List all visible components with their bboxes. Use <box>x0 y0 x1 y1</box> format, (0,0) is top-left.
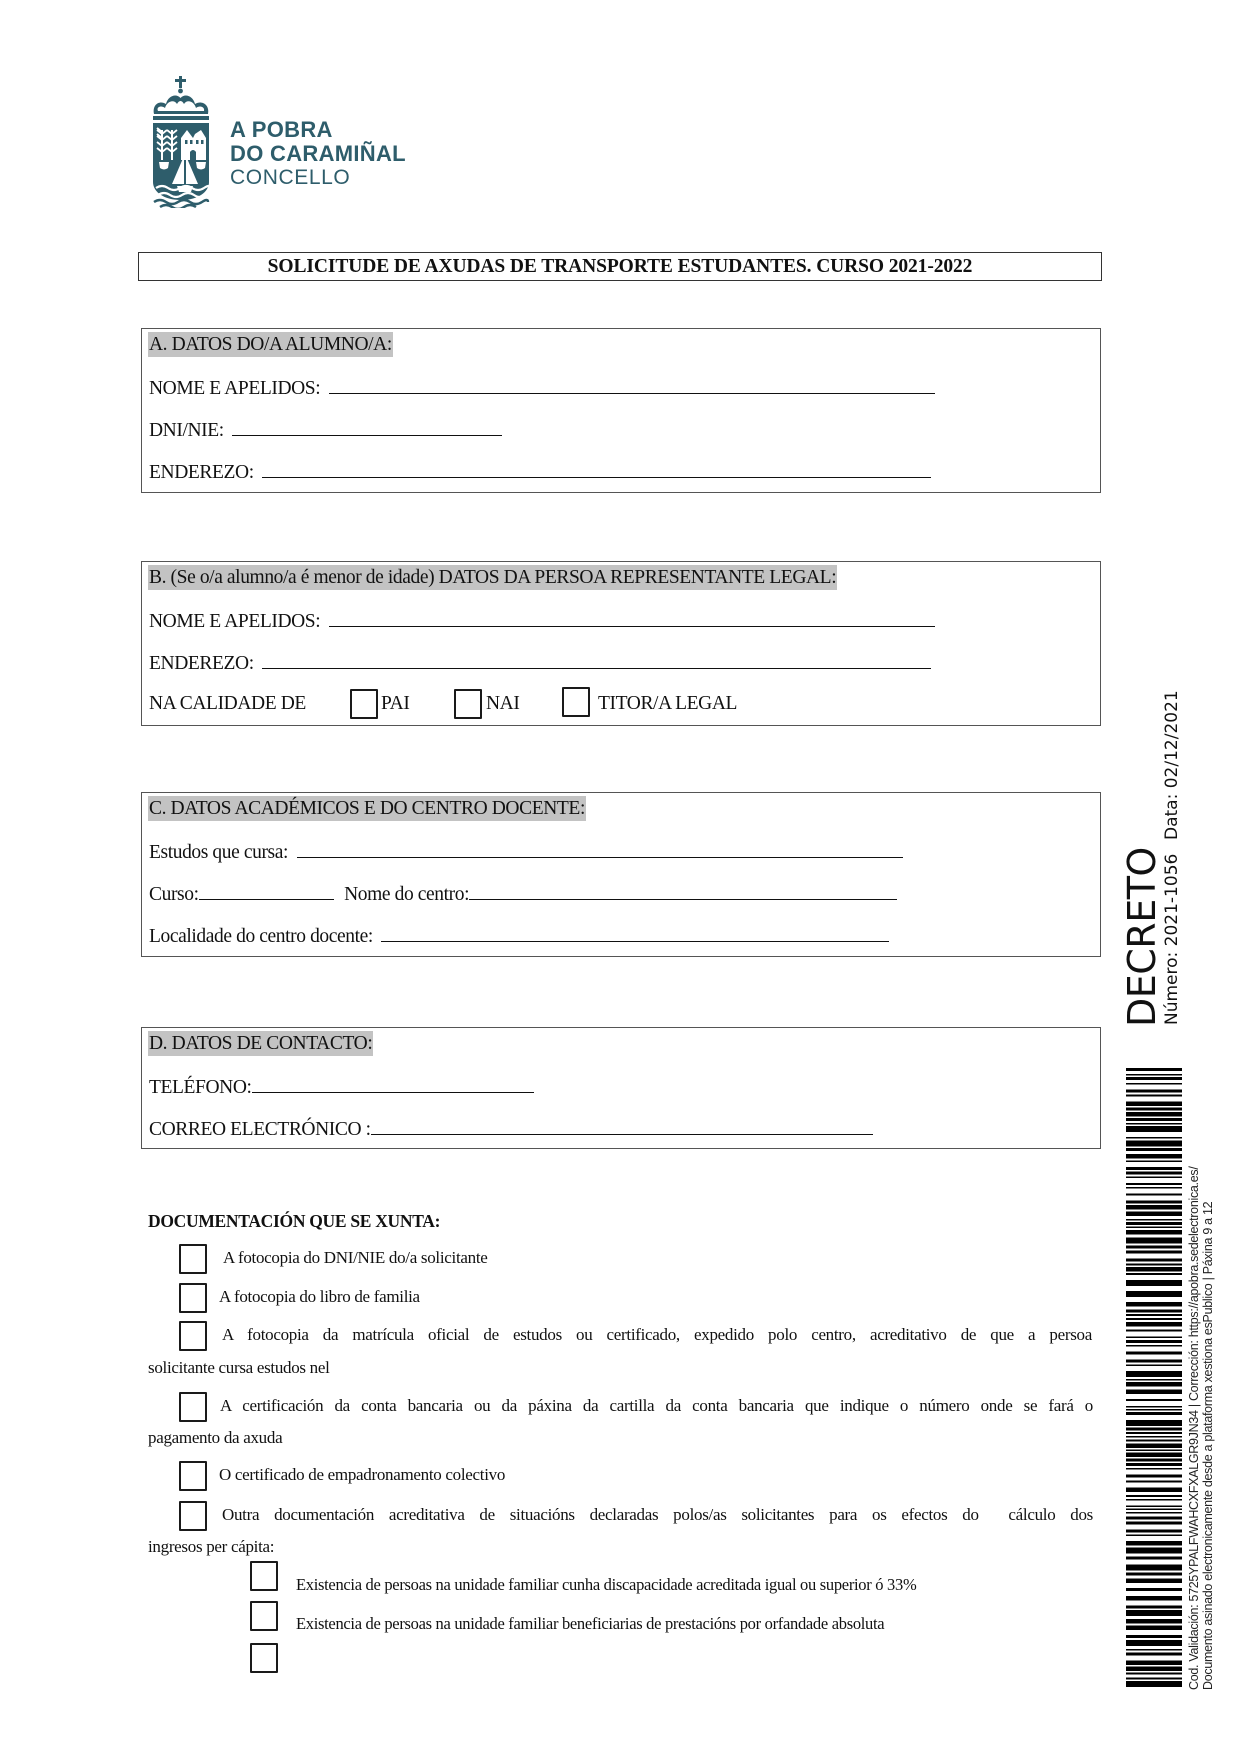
checkbox-titor-legal[interactable] <box>562 687 590 717</box>
doc-item-enrolment-cont: solicitante cursa estudos nel <box>148 1358 330 1377</box>
barcode-bar <box>1126 1626 1182 1631</box>
student-dni-row <box>149 417 502 443</box>
barcode-bar <box>1126 1444 1182 1449</box>
barcode-bar <box>1126 1273 1182 1275</box>
barcode-bar <box>1126 1565 1182 1571</box>
barcode-bar <box>1126 1318 1182 1320</box>
barcode-bar <box>1126 1077 1182 1080</box>
barcode-bar <box>1126 1102 1182 1107</box>
studies-field[interactable] <box>297 839 903 858</box>
validation-barcode <box>1126 1068 1182 1690</box>
barcode-bar <box>1126 1068 1182 1071</box>
barcode-bar <box>1126 1345 1182 1347</box>
course-field[interactable] <box>199 881 334 900</box>
school-locality-label: Localidade do centro docente: <box>149 926 373 947</box>
barcode-bar <box>1126 1596 1182 1601</box>
section-a-student-data <box>141 328 1101 493</box>
section-b-legal-representative <box>141 561 1101 726</box>
barcode-bar <box>1126 1172 1182 1175</box>
section-d-contact-data <box>141 1027 1101 1149</box>
barcode-bar <box>1126 1090 1182 1093</box>
barcode-bar <box>1126 1083 1182 1085</box>
student-address-label: ENDEREZO: <box>149 462 254 483</box>
barcode-bar <box>1126 1535 1182 1537</box>
barcode-bar <box>1126 1259 1182 1262</box>
barcode-bar <box>1126 1183 1182 1185</box>
barcode-bar <box>1126 1428 1182 1431</box>
barcode-bar <box>1126 1118 1182 1121</box>
checkbox-nai[interactable] <box>454 689 482 719</box>
decree-number: Número: 2021-1056 <box>1162 853 1182 1025</box>
option-pai-label: PAI <box>381 693 410 714</box>
barcode-bar <box>1126 1412 1182 1415</box>
barcode-bar <box>1126 1187 1182 1189</box>
doc-item-bank-certificate-cont: pagamento da axuda <box>148 1428 283 1447</box>
barcode-bar <box>1126 1495 1182 1497</box>
barcode-bar <box>1126 1379 1182 1381</box>
barcode-bar <box>1126 1681 1182 1687</box>
barcode-bar <box>1126 1267 1182 1272</box>
barcode-bar <box>1126 1468 1182 1470</box>
barcode-bar <box>1126 1161 1182 1163</box>
checkbox-doc-other[interactable] <box>179 1501 207 1531</box>
barcode-bar <box>1126 1661 1182 1666</box>
checkbox-doc-dni[interactable] <box>179 1244 207 1274</box>
barcode-bar <box>1126 1399 1182 1401</box>
barcode-bar <box>1126 1640 1182 1646</box>
student-address-field[interactable] <box>262 459 931 478</box>
barcode-bar <box>1126 1352 1182 1355</box>
school-name-label: Nome do centro: <box>344 884 470 905</box>
barcode-bar <box>1126 1112 1182 1117</box>
doc-item-other-cont: ingresos per cápita: <box>148 1537 275 1556</box>
barcode-bar <box>1126 1205 1182 1210</box>
barcode-bar <box>1126 1406 1182 1408</box>
studies-row <box>149 839 903 865</box>
representative-address-row <box>149 650 931 676</box>
barcode-bar <box>1126 1246 1182 1249</box>
barcode-bar <box>1126 1074 1182 1076</box>
student-address-row <box>149 459 931 485</box>
validation-code-text: Cod. Validación: 5725YPALFWAHCXFXALGR9JN34 | Corrección: https://apobra.sedelectronica.es/ <box>1187 1166 1201 1690</box>
barcode-bar <box>1126 1137 1182 1139</box>
barcode-bar <box>1126 1238 1182 1244</box>
barcode-bar <box>1126 1606 1182 1609</box>
form-title: SOLICITUDE DE AXUDAS DE TRANSPORTE ESTUDANTES. CURSO 2021-2022 <box>267 256 973 277</box>
student-dni-field[interactable] <box>232 417 502 436</box>
barcode-bar <box>1126 1302 1182 1307</box>
barcode-bar <box>1126 1488 1182 1493</box>
barcode-bar <box>1126 1340 1182 1343</box>
barcode-bar <box>1126 1649 1182 1651</box>
checkbox-doc-census[interactable] <box>179 1461 207 1491</box>
barcode-bar <box>1126 1678 1182 1680</box>
barcode-bar <box>1126 1522 1182 1525</box>
checkbox-doc-enrolment[interactable] <box>179 1321 207 1351</box>
barcode-bar <box>1126 1330 1182 1332</box>
studies-label: Estudos que cursa: <box>149 842 289 863</box>
barcode-bar <box>1126 1167 1182 1170</box>
doc-item-enrolment: A fotocopia da matrícula oficial de estudos ou certificado, expedido polo centro, acreditativo de que a persoa <box>222 1325 1092 1344</box>
barcode-bar <box>1126 1314 1182 1316</box>
barcode-bar <box>1126 1230 1182 1235</box>
barcode-bar <box>1126 1382 1182 1387</box>
barcode-bar <box>1126 1371 1182 1377</box>
barcode-bar <box>1126 1141 1182 1147</box>
barcode-bar <box>1126 1475 1182 1478</box>
representative-capacity-label: NA CALIDADE DE <box>149 693 306 714</box>
representative-name-field[interactable] <box>329 608 935 627</box>
barcode-bar <box>1126 1463 1182 1466</box>
barcode-bar <box>1126 1635 1182 1638</box>
barcode-bar <box>1126 1579 1182 1584</box>
representative-name-row <box>149 608 935 634</box>
barcode-bar <box>1126 1291 1182 1297</box>
checkbox-doc-bank-certificate[interactable] <box>179 1392 207 1422</box>
barcode-bar <box>1126 1310 1182 1313</box>
barcode-bar <box>1126 1126 1182 1132</box>
barcode-bar <box>1126 1212 1182 1217</box>
sub-item-disability: Existencia de persoas na unidade familiar cunha discapacidade acreditada igual ou superior ó 33% <box>296 1575 917 1594</box>
email-label: CORREO ELECTRÓNICO : <box>149 1119 371 1140</box>
barcode-bar <box>1126 1251 1182 1254</box>
barcode-bar <box>1126 1619 1182 1624</box>
barcode-bar <box>1126 1148 1182 1151</box>
sub-item-orphanhood: Existencia de persoas na unidade familiar beneficiarias de prestacións por orfandade absoluta <box>296 1614 885 1633</box>
section-a-heading: A. DATOS DO/A ALUMNO/A: <box>149 334 392 355</box>
barcode-bar <box>1126 1453 1182 1458</box>
school-locality-row <box>149 923 889 949</box>
email-field[interactable] <box>371 1116 873 1135</box>
option-titor-label: TITOR/A LEGAL <box>598 693 738 714</box>
logo-text-line1: A POBRA <box>230 117 333 142</box>
barcode-bar <box>1126 1481 1182 1483</box>
representative-address-label: ENDEREZO: <box>149 653 254 674</box>
barcode-bar <box>1126 1440 1182 1442</box>
doc-item-bank-certificate: A certificación da conta bancaria ou da páxina da cartilla da conta bancaria que indique o número onde se fará o <box>220 1396 1093 1415</box>
documentation-heading: DOCUMENTACIÓN QUE SE XUNTA: <box>148 1211 441 1231</box>
doc-item-other: Outra documentación acreditativa de situacións declaradas polos/as solicitantes para os efectos do cálculo dos <box>222 1505 1093 1524</box>
barcode-bar <box>1126 1222 1182 1225</box>
section-b-heading: B. (Se o/a alumno/a é menor de idade) DATOS DA PERSOA REPRESENTANTE LEGAL: <box>149 567 837 588</box>
barcode-bar <box>1126 1517 1182 1520</box>
barcode-bar <box>1126 1506 1182 1508</box>
doc-item-census: O certificado de empadronamento colectivo <box>219 1465 506 1484</box>
barcode-bar <box>1126 1219 1182 1221</box>
barcode-bar <box>1126 1653 1182 1656</box>
email-row <box>149 1116 873 1142</box>
barcode-bar <box>1126 1390 1182 1395</box>
checkbox-sub-disability[interactable] <box>250 1561 278 1591</box>
barcode-bar <box>1126 1673 1182 1675</box>
barcode-bar <box>1126 1123 1182 1125</box>
phone-row <box>149 1074 534 1100</box>
barcode-bar <box>1126 1499 1182 1501</box>
section-c-academic-data <box>141 792 1101 957</box>
logo-text-line2: DO CARAMIÑAL <box>230 141 406 166</box>
barcode-bar <box>1126 1459 1182 1462</box>
student-name-label: NOME E APELIDOS: <box>149 378 321 399</box>
barcode-bar <box>1126 1450 1182 1452</box>
barcode-bar <box>1126 1432 1182 1434</box>
school-name-field[interactable] <box>469 881 897 900</box>
barcode-bar <box>1126 1365 1182 1367</box>
barcode-bar <box>1126 1337 1182 1339</box>
barcode-bar <box>1126 1541 1182 1546</box>
barcode-bar <box>1126 1610 1182 1616</box>
student-name-row <box>149 375 935 401</box>
barcode-bar <box>1126 1201 1182 1204</box>
barcode-bar <box>1126 1557 1182 1560</box>
student-dni-label: DNI/NIE: <box>149 420 224 441</box>
checkbox-sub-orphanhood[interactable] <box>250 1601 278 1631</box>
barcode-bar <box>1126 1264 1182 1266</box>
barcode-bar <box>1126 1509 1182 1511</box>
barcode-bar <box>1126 1588 1182 1591</box>
course-label: Curso: <box>149 884 199 905</box>
barcode-bar <box>1126 1177 1182 1179</box>
barcode-bar <box>1126 1154 1182 1159</box>
barcode-bar <box>1126 1548 1182 1554</box>
barcode-bar <box>1126 1436 1182 1438</box>
option-nai-label: NAI <box>486 693 520 714</box>
checkbox-sub-other[interactable] <box>250 1643 278 1673</box>
checkbox-pai[interactable] <box>350 689 378 719</box>
barcode-bar <box>1126 1530 1182 1533</box>
barcode-bar <box>1126 1360 1182 1363</box>
barcode-bar <box>1126 1322 1182 1327</box>
representative-address-field[interactable] <box>262 650 931 669</box>
barcode-bar <box>1126 1420 1182 1426</box>
section-c-heading: C. DATOS ACADÉMICOS E DO CENTRO DOCENTE: <box>149 798 585 819</box>
checkbox-doc-family-book[interactable] <box>179 1283 207 1313</box>
barcode-bar <box>1126 1512 1182 1514</box>
barcode-bar <box>1126 1573 1182 1576</box>
barcode-bar <box>1126 1194 1182 1196</box>
doc-item-family-book: A fotocopia do libro de familia <box>219 1287 420 1306</box>
barcode-bar <box>1126 1280 1182 1286</box>
school-locality-field[interactable] <box>381 923 889 942</box>
barcode-bar <box>1126 1095 1182 1097</box>
student-name-field[interactable] <box>329 375 935 394</box>
course-row <box>149 881 897 907</box>
decree-date: Data: 02/12/2021 <box>1162 690 1182 840</box>
barcode-bar <box>1126 1227 1182 1229</box>
barcode-bar <box>1126 1108 1182 1111</box>
logo-text-line3: CONCELLO <box>230 166 351 189</box>
section-d-heading: D. DATOS DE CONTACTO: <box>149 1033 373 1054</box>
form-title-box <box>138 252 1102 281</box>
signature-platform-text: Documento asinado electronicamente desde a plataforma xestiona esPublico | Páxina 9 a 12 <box>1201 1201 1215 1690</box>
doc-item-dni: A fotocopia do DNI/NIE do/a solicitante <box>223 1248 488 1267</box>
concello-coat-of-arms-logo <box>148 74 214 208</box>
barcode-bar <box>1126 1667 1182 1672</box>
phone-field[interactable] <box>252 1074 534 1093</box>
barcode-bar <box>1126 1409 1182 1411</box>
document-type-decreto: DECRETO <box>1120 847 1164 1027</box>
phone-label: TELÉFONO: <box>149 1077 252 1098</box>
representative-name-label: NOME E APELIDOS: <box>149 611 321 632</box>
